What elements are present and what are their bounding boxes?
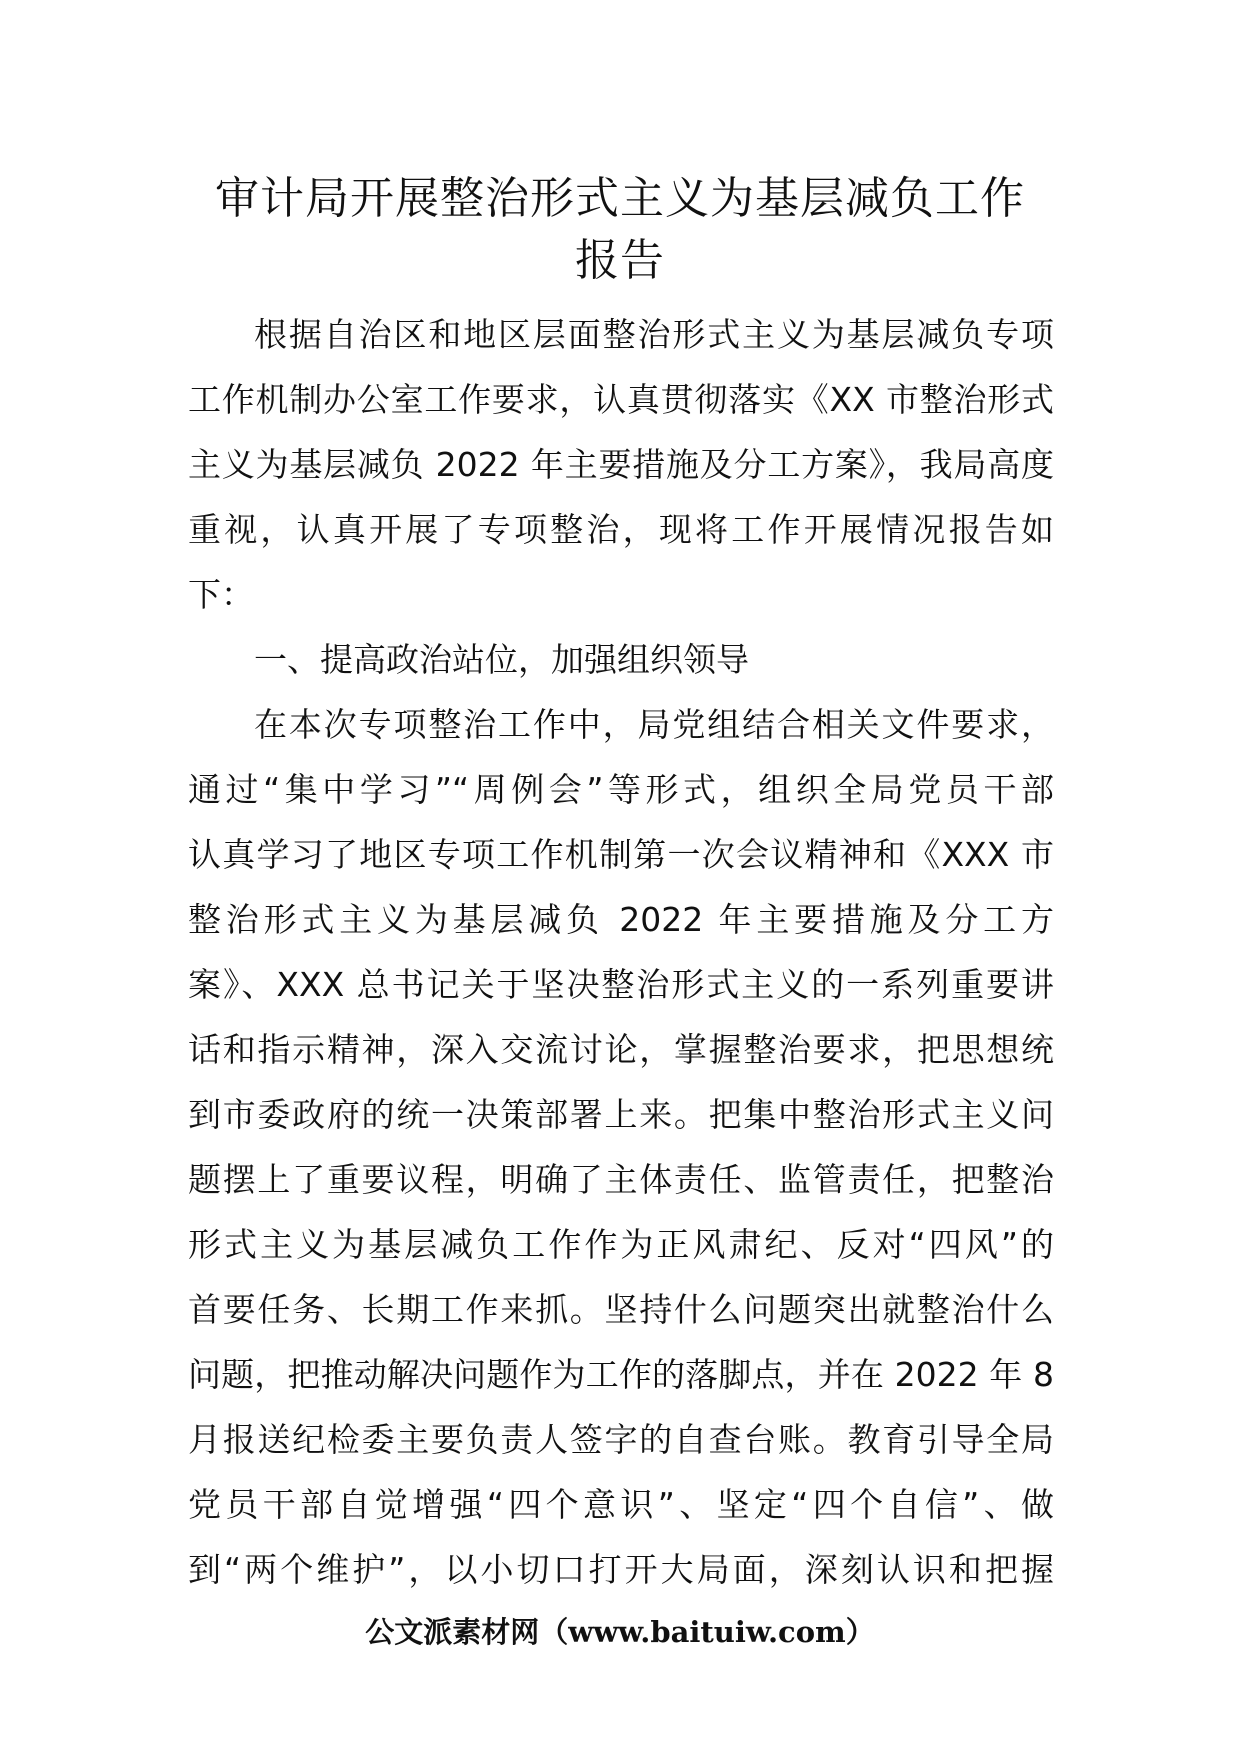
body-line: 问题，把推动解决问题作为工作的落脚点，并在 2022 年 8 (188, 1355, 1054, 1394)
body-line: 根据自治区和地区层面整治形式主义为基层减负专项 (254, 315, 1054, 354)
section-heading: 一、提高政治站位，加强组织领导 (254, 640, 749, 679)
body-line: 整治形式主义为基层减负 2022 年主要措施及分工方 (188, 900, 1054, 939)
body-line: 到市委政府的统一决策部署上来。把集中整治形式主义问 (188, 1095, 1054, 1134)
title-line-1: 审计局开展整治形式主义为基层减负工作 (215, 173, 1025, 224)
body-line: 认真学习了地区专项工作机制第一次会议精神和《XXX 市 (188, 835, 1054, 874)
body-line: 主义为基层减负 2022 年主要措施及分工方案》，我局高度 (188, 445, 1054, 484)
body-line: 下： (188, 575, 254, 614)
body-line: 形式主义为基层减负工作作为正风肃纪、反对“四风”的 (188, 1225, 1054, 1264)
body-line: 首要任务、长期工作来抓。坚持什么问题突出就整治什么 (188, 1290, 1054, 1329)
body-line: 到“两个维护”，以小切口打开大局面，深刻认识和把握 (188, 1550, 1054, 1589)
page-footer: 公文派素材网（www.baituiw.com） (365, 1615, 875, 1649)
title-line-2: 报告 (575, 235, 665, 286)
body-line: 通过“集中学习”“周例会”等形式，组织全局党员干部 (188, 770, 1054, 809)
body-line: 重视，认真开展了专项整治，现将工作开展情况报告如 (188, 510, 1054, 549)
body-line: 月报送纪检委主要负责人签字的自查台账。教育引导全局 (188, 1420, 1054, 1459)
document-body (188, 302, 1054, 1602)
body-line: 题摆上了重要议程，明确了主体责任、监管责任，把整治 (188, 1160, 1054, 1199)
body-line: 在本次专项整治工作中，局党组结合相关文件要求， (254, 705, 1054, 744)
body-line: 话和指示精神，深入交流讨论，掌握整治要求，把思想统 (188, 1030, 1054, 1069)
body-line: 党员干部自觉增强“四个意识”、坚定“四个自信”、做 (188, 1485, 1054, 1524)
document-title (150, 168, 1090, 292)
body-line: 工作机制办公室工作要求，认真贯彻落实《XX 市整治形式 (188, 380, 1054, 419)
body-line: 案》、XXX 总书记关于坚决整治形式主义的一系列重要讲 (188, 965, 1054, 1004)
